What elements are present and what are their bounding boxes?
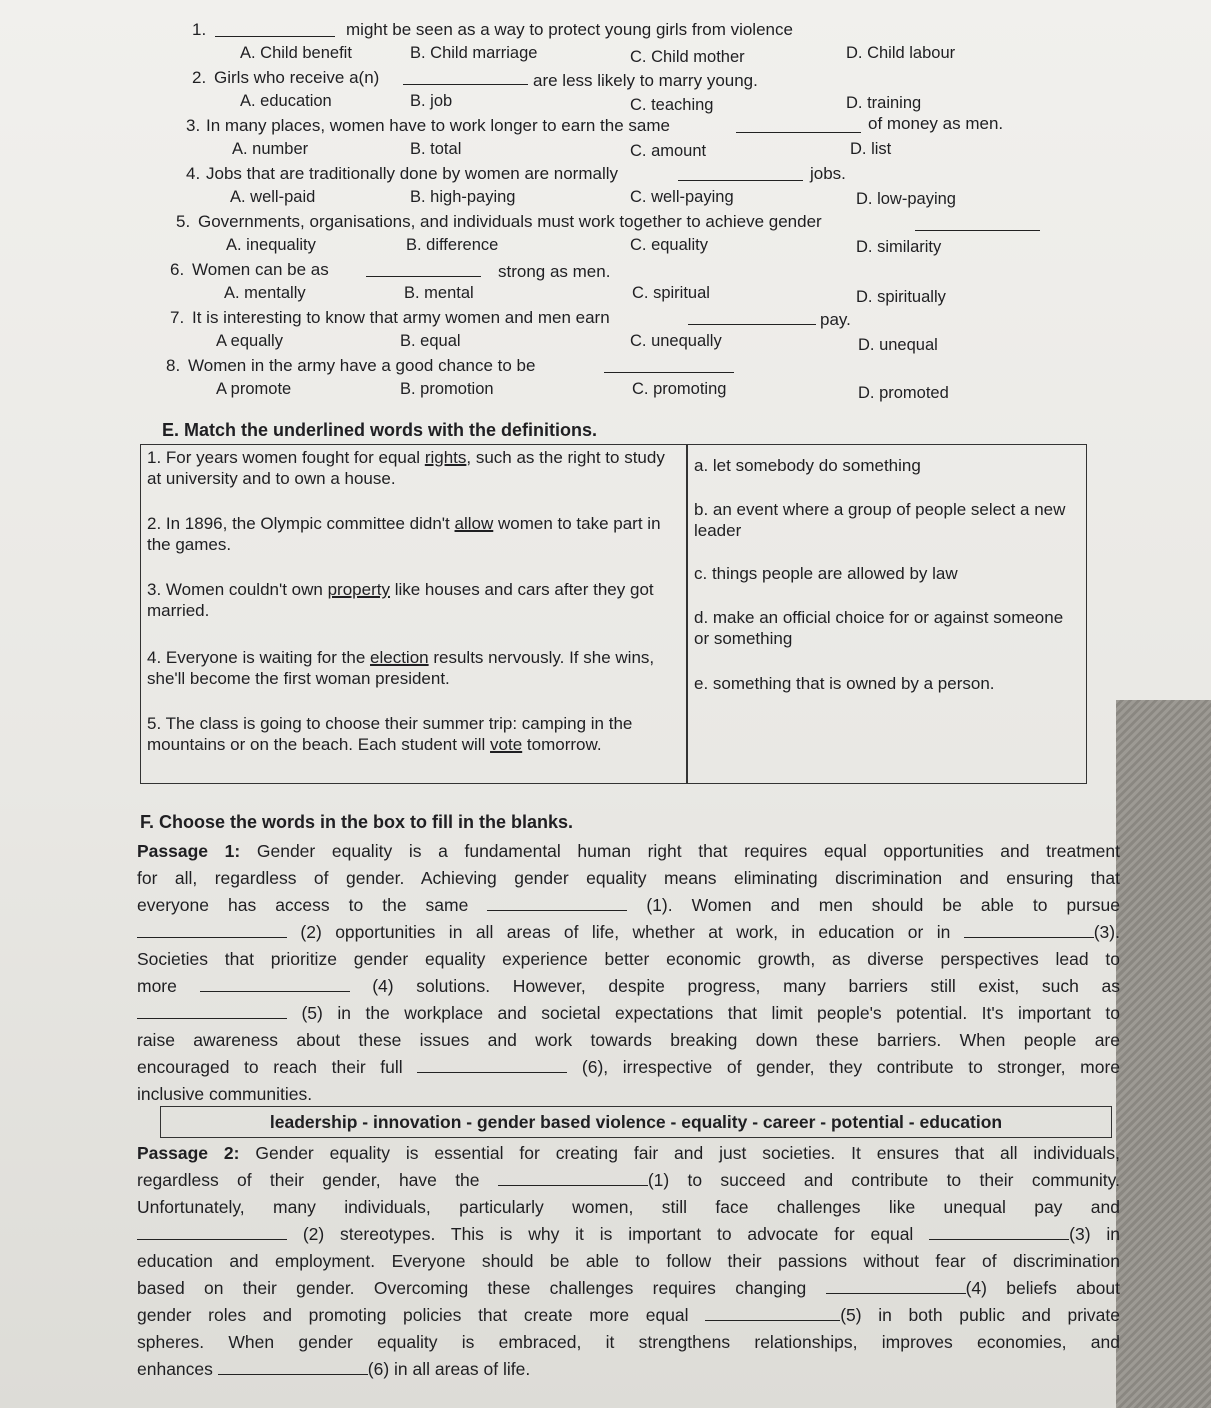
passage-line: inclusive communities. xyxy=(137,1084,313,1104)
passage-line: spheres. When gender equality is embraced, it strengthens relationships, improves economies, and xyxy=(137,1332,1120,1352)
options-7 xyxy=(216,332,1130,356)
passage-line: Societies that prioritize gender equality experience better economic growth, as diverse perspectives lead to xyxy=(137,949,1120,969)
passage-2 xyxy=(137,1140,1120,1383)
passage-line: (5) in the workplace and societal expectations that limit people's potential. It's important to xyxy=(137,1000,1120,1027)
passage-line: everyone has access to the same (1). Women and men should be able to pursue xyxy=(137,895,1120,915)
option-a[interactable]: A. Child benefit xyxy=(240,44,352,62)
passage-line: for all, regardless of gender. Achieving gender equality means eliminating discrimination and ensuring that xyxy=(137,868,1120,888)
question-list xyxy=(166,20,1130,404)
definition-e: e. something that is owned by a person. xyxy=(694,674,995,693)
match-item-5: 5. The class is going to choose their summer trip: camping in the mountains or on the beach. Each student will vote tomorrow. xyxy=(147,714,633,754)
option-b[interactable]: B. job xyxy=(410,92,453,110)
option-d[interactable]: D. similarity xyxy=(856,238,942,256)
question-8: 8. Women in the army have a good chance to be xyxy=(170,356,1130,380)
underlined-word: rights xyxy=(424,448,467,467)
option-a[interactable]: A equally xyxy=(216,332,283,350)
option-d[interactable]: D. unequal xyxy=(858,336,938,354)
option-c[interactable]: C. promoting xyxy=(632,380,727,398)
option-c[interactable]: C. unequally xyxy=(630,332,722,350)
section-f-title: F. Choose the words in the box to fill in the blanks. xyxy=(140,812,574,832)
blank-1[interactable] xyxy=(487,894,627,911)
passage-line: regardless of their gender, have the (1) to succeed and contribute to their community. xyxy=(137,1170,1120,1190)
blank-6[interactable] xyxy=(218,1358,368,1375)
passage-line: (2) opportunities in all areas of life, whether at work, in education or in (3). xyxy=(137,919,1120,946)
option-a[interactable]: A. inequality xyxy=(226,236,316,254)
passage-line: Passage 1: Gender equality is a fundamental human right that requires equal opportunities and treatment xyxy=(137,841,1120,861)
options-2 xyxy=(240,92,1130,116)
underlined-word: vote xyxy=(490,735,523,754)
passage-line: education and employment. Everyone should be able to follow their passions without fear of discrimination xyxy=(137,1251,1120,1271)
match-item-4: 4. Everyone is waiting for the election results nervously. If she wins, she'll become the first woman president. xyxy=(147,648,655,688)
passage-line: encouraged to reach their full (6), irrespective of gender, they contribute to stronger, more xyxy=(137,1057,1121,1077)
question-6: 6. Women can be as strong as men. xyxy=(170,260,611,281)
blank-6[interactable] xyxy=(417,1056,567,1073)
option-c[interactable]: C. well-paying xyxy=(630,188,734,206)
passage-1 xyxy=(137,838,1120,1108)
blank-5[interactable] xyxy=(137,1002,287,1019)
option-d[interactable]: D. promoted xyxy=(858,384,949,402)
question-4: 4. Jobs that are traditionally done by women are normally jobs. xyxy=(186,164,846,183)
option-b[interactable]: B. equal xyxy=(400,332,461,350)
blank-4[interactable] xyxy=(826,1277,966,1294)
blank-2[interactable] xyxy=(137,1223,287,1240)
definition-a: a. let somebody do something xyxy=(694,456,921,475)
option-a[interactable]: A. mentally xyxy=(224,284,306,302)
options-3 xyxy=(232,140,1130,164)
underlined-word: election xyxy=(370,648,429,667)
option-a[interactable]: A. well-paid xyxy=(230,188,316,206)
question-5: 5. Governments, organisations, and individuals must work together to achieve gender xyxy=(170,212,1130,236)
match-item-3: 3. Women couldn't own property like houses and cars after they got married. xyxy=(147,580,654,620)
underlined-word: allow xyxy=(454,514,494,533)
option-c[interactable]: C. Child mother xyxy=(630,48,745,66)
passage-line: Unfortunately, many individuals, particularly women, still face challenges like unequal pay and xyxy=(137,1197,1120,1217)
blank-5[interactable] xyxy=(705,1304,840,1321)
option-b[interactable]: B. mental xyxy=(404,284,474,302)
blank-3[interactable] xyxy=(964,921,1094,938)
definition-c: c. things people are allowed by law xyxy=(694,564,958,583)
section-e-title: E. Match the underlined words with the definitions. xyxy=(162,420,598,440)
option-c[interactable]: C. teaching xyxy=(630,96,714,114)
options-8 xyxy=(216,380,1130,404)
blank-1[interactable] xyxy=(498,1169,648,1186)
option-a[interactable]: A. education xyxy=(240,92,332,110)
option-a[interactable]: A promote xyxy=(216,380,292,398)
table-divider xyxy=(686,445,688,783)
word-box: leadership - innovation - gender based violence - equality - career - potential - education xyxy=(160,1106,1112,1138)
option-c[interactable]: C. equality xyxy=(630,236,708,254)
passage-line: more (4) solutions. However, despite progress, many barriers still exist, such as xyxy=(137,976,1120,996)
question-1: 1. might be seen as a way to protect young girls from violence xyxy=(170,20,1130,44)
option-d[interactable]: D. list xyxy=(850,140,892,158)
passage-line: based on their gender. Overcoming these challenges requires changing (4) beliefs about xyxy=(137,1278,1120,1298)
options-4 xyxy=(230,188,1130,212)
question-7: 7. It is interesting to know that army women and men earn pay. xyxy=(170,308,851,329)
options-5 xyxy=(226,236,1130,260)
question-2: 2. Girls who receive a(n) are less likely to marry young. xyxy=(192,68,758,90)
option-b[interactable]: B. difference xyxy=(406,236,499,254)
options-6 xyxy=(224,284,1130,308)
option-b[interactable]: B. promotion xyxy=(400,380,494,398)
option-d[interactable]: D. Child labour xyxy=(846,44,956,62)
option-c[interactable]: C. amount xyxy=(630,142,707,160)
option-b[interactable]: B. Child marriage xyxy=(410,44,538,62)
underlined-word: property xyxy=(327,580,390,599)
options-1 xyxy=(240,44,1130,68)
passage-line: raise awareness about these issues and work towards breaking down these barriers. When people are xyxy=(137,1030,1120,1050)
definition-b: b. an event where a group of people select a new leader xyxy=(694,500,1066,540)
blank-3[interactable] xyxy=(929,1223,1069,1240)
match-item-2: 2. In 1896, the Olympic committee didn't allow women to take part in the games. xyxy=(147,514,661,554)
option-a[interactable]: A. number xyxy=(232,140,309,158)
option-d[interactable]: D. training xyxy=(846,94,922,112)
option-d[interactable]: D. low-paying xyxy=(856,190,956,208)
passage-line: Passage 2: Gender equality is essential for creating fair and just societies. It ensures that all individuals, xyxy=(137,1143,1120,1163)
definition-d: d. make an official choice for or against someone or something xyxy=(694,608,1064,648)
question-3: 3. In many places, women have to work longer to earn the same of money as men. xyxy=(186,114,1004,135)
passage-line: (2) stereotypes. This is why it is important to advocate for equal (3) in xyxy=(137,1221,1120,1248)
option-d[interactable]: D. spiritually xyxy=(856,288,946,306)
option-c[interactable]: C. spiritual xyxy=(632,284,710,302)
matching-table xyxy=(140,444,1087,784)
blank-2[interactable] xyxy=(137,921,287,938)
background-surface xyxy=(1116,700,1211,1408)
blank-4[interactable] xyxy=(200,975,350,992)
answer-blank[interactable] xyxy=(215,20,335,42)
passage-line: gender roles and promoting policies that create more equal (5) in both public and private xyxy=(137,1305,1120,1325)
option-b[interactable]: B. total xyxy=(410,140,462,158)
passage-line: enhances (6) in all areas of life. xyxy=(137,1359,531,1379)
match-item-1: 1. For years women fought for equal rights, such as the right to study at university and to own a house. xyxy=(147,448,665,488)
option-b[interactable]: B. high-paying xyxy=(410,188,516,206)
